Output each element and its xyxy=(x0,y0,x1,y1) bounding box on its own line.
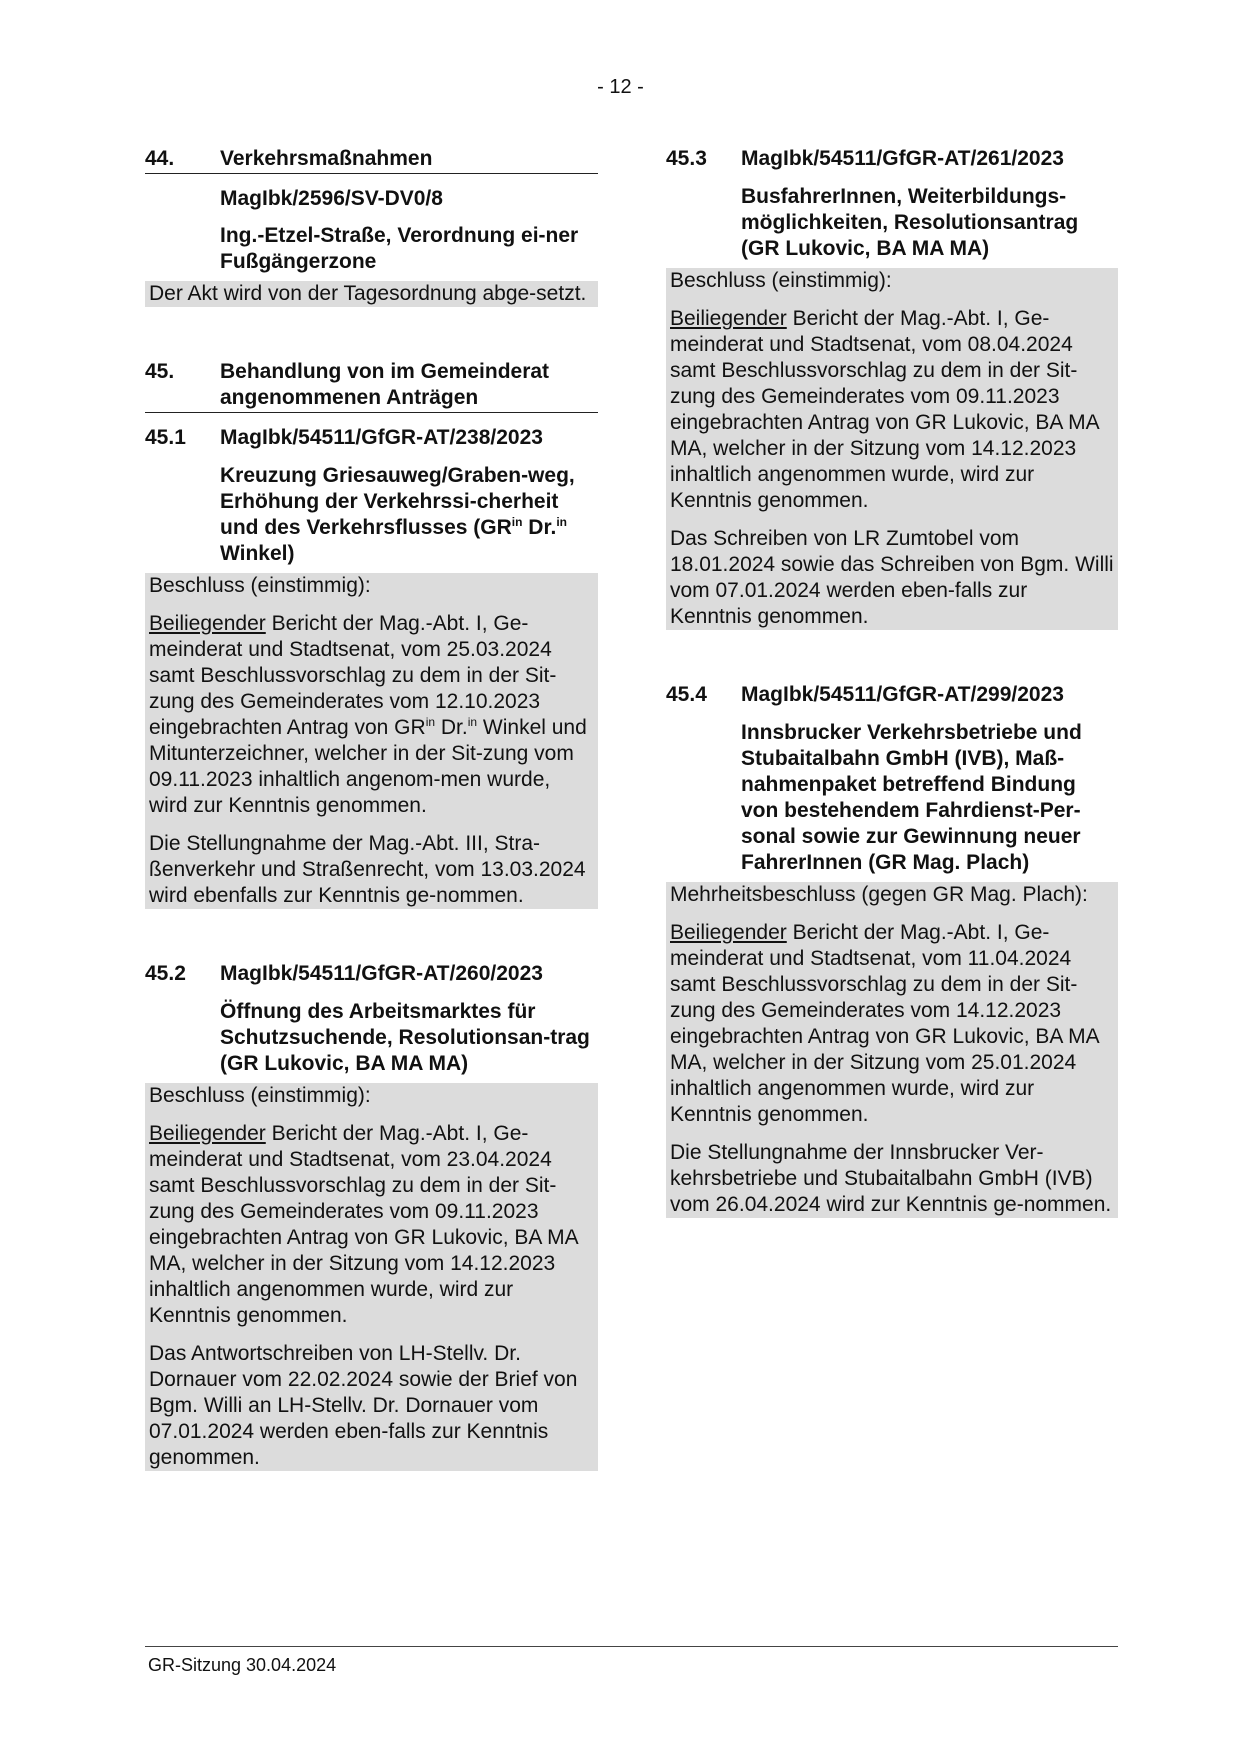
subject-part: Dr. xyxy=(528,516,557,539)
note-text: Das Antwortschreiben von LH-Stellv. Dr. Dornauer vom 22.02.2024 sowie der Brief von Bgm. Willi an LH-Stellv. Dr. Dornauer vom 07.01.2024 werden eben-falls zur Kenntnis genommen. xyxy=(149,1342,578,1469)
item-45-1-subject xyxy=(220,463,598,567)
page-number: - 12 - xyxy=(597,76,644,98)
body-part: Dr. xyxy=(440,716,468,739)
lead-word: Beiliegender xyxy=(670,307,787,330)
resolution-label: Beschluss (einstimmig): xyxy=(670,269,892,292)
note-text: Die Stellungnahme der Innsbrucker Ver-kehrsbetriebe und Stubaitalbahn GmbH (IVB) vom 26.04.2024 wird zur Kenntnis ge-nommen. xyxy=(670,1141,1112,1216)
item-number: 45.3 xyxy=(666,147,707,170)
decision-text xyxy=(149,611,594,819)
body-part: Winkel und Mitunterzeichner, welcher in der Sit-zung vom 09.11.2023 inhaltlich angenom-men wurde, wird zur Kenntnis genommen. xyxy=(149,716,587,817)
item-reference: MagIbk/54511/GfGR-AT/261/2023 xyxy=(741,147,1064,170)
superscript: in xyxy=(511,515,523,529)
item-number: 45.2 xyxy=(145,962,186,985)
item-45-heading xyxy=(145,359,598,413)
item-number: 45. xyxy=(145,360,175,383)
item-reference: MagIbk/54511/GfGR-AT/260/2023 xyxy=(220,962,543,985)
note-text: Das Schreiben von LR Zumtobel vom 18.01.2024 sowie das Schreiben von Bgm. Willi vom 07.01.2024 werden eben-falls zur Kenntnis genommen. xyxy=(670,527,1114,628)
item-45-3-heading xyxy=(666,146,1118,172)
decision-text xyxy=(149,1121,594,1329)
item-45-2-heading xyxy=(145,961,598,987)
lead-word: Beiliegender xyxy=(149,1122,266,1145)
lead-word: Beiliegender xyxy=(149,612,266,635)
item-44-decision-box xyxy=(145,281,598,307)
item-45-2-decision-box xyxy=(145,1083,598,1471)
superscript: in xyxy=(467,715,478,729)
item-45-1-heading xyxy=(145,425,598,451)
item-44-heading xyxy=(145,146,598,174)
right-column xyxy=(666,146,1118,1218)
item-number: 44. xyxy=(145,147,175,170)
body-part: Bericht der Mag.-Abt. I, Ge-meinderat und Stadtsenat, vom 11.04.2024 samt Beschlussvorschlag zu dem in der Sit-zung des Gemeinderates vom 14.12.2023 eingebrachten Antrag von GR Lukovic, BA MA MA, welcher in der Sitzung vom 25.01.2024 inhaltlich angenommen wurde, wird zur Kenntnis genommen. xyxy=(670,921,1099,1126)
item-number: 45.1 xyxy=(145,426,186,449)
item-45-3-decision-box xyxy=(666,268,1118,630)
decision-text xyxy=(670,306,1114,514)
item-number: 45.4 xyxy=(666,683,707,706)
resolution-label: Beschluss (einstimmig): xyxy=(149,1084,371,1107)
item-44-subject: Ing.-Etzel-Straße, Verordnung ei-ner Fußgängerzone xyxy=(220,224,579,273)
item-45-1-decision-box xyxy=(145,573,598,909)
item-45-4-subject: Innsbrucker Verkehrsbetriebe und Stubaitalbahn GmbH (IVB), Maß-nahmenpaket betreffend Bindung von bestehendem Fahrdienst-Per-sonal sowie zur Gewinnung neuer FahrerInnen (GR Mag. Plach) xyxy=(741,721,1082,874)
item-title: Verkehrsmaßnahmen xyxy=(220,147,433,170)
footer-divider xyxy=(145,1646,1118,1647)
note-text: Die Stellungnahme der Mag.-Abt. III, Stra-ßenverkehr und Straßenrecht, vom 13.03.2024 wird ebenfalls zur Kenntnis ge-nommen. xyxy=(149,832,586,907)
item-reference: MagIbk/54511/GfGR-AT/238/2023 xyxy=(220,426,543,449)
item-44-reference: MagIbk/2596/SV-DV0/8 xyxy=(220,187,443,210)
item-45-4-decision-box xyxy=(666,882,1118,1218)
body-part: Bericht der Mag.-Abt. I, Ge-meinderat und Stadtsenat, vom 25.03.2024 samt Beschlussvorschlag zu dem in der Sit-zung des Gemeinderates vom 12.10.2023 eingebrachten Antrag von GR xyxy=(149,612,557,739)
item-45-3-subject: BusfahrerInnen, Weiterbildungs-möglichkeiten, Resolutionsantrag (GR Lukovic, BA MA MA) xyxy=(741,185,1079,260)
decision-text xyxy=(670,920,1114,1128)
superscript: in xyxy=(425,715,436,729)
lead-word: Beiliegender xyxy=(670,921,787,944)
left-column xyxy=(145,146,598,1471)
decision-text: Der Akt wird von der Tagesordnung abge-setzt. xyxy=(149,282,587,305)
item-45-2-subject: Öffnung des Arbeitsmarktes für Schutzsuchende, Resolutionsan-trag (GR Lukovic, BA MA MA) xyxy=(220,1000,590,1075)
item-45-4-heading xyxy=(666,682,1118,708)
resolution-label: Mehrheitsbeschluss (gegen GR Mag. Plach): xyxy=(670,883,1088,906)
item-reference: MagIbk/54511/GfGR-AT/299/2023 xyxy=(741,683,1064,706)
footer-text: GR-Sitzung 30.04.2024 xyxy=(148,1655,337,1675)
body-part: Bericht der Mag.-Abt. I, Ge-meinderat und Stadtsenat, vom 08.04.2024 samt Beschlussvorschlag zu dem in der Sit-zung des Gemeinderates vom 09.11.2023 eingebrachten Antrag von GR Lukovic, BA MA MA, welcher in der Sitzung vom 14.12.2023 inhaltlich angenommen wurde, wird zur Kenntnis genommen. xyxy=(670,307,1099,512)
item-title: Behandlung von im Gemeinderat angenommenen Anträgen xyxy=(220,360,550,409)
subject-part: Winkel) xyxy=(220,542,295,565)
subject-part: Kreuzung Griesauweg/Graben-weg, Erhöhung der Verkehrssi-cherheit und des Verkehrsflusses (GR xyxy=(220,464,575,539)
body-part: Bericht der Mag.-Abt. I, Ge-meinderat und Stadtsenat, vom 23.04.2024 samt Beschlussvorschlag zu dem in der Sit-zung des Gemeinderates vom 09.11.2023 eingebrachten Antrag von GR Lukovic, BA MA MA, welcher in der Sitzung vom 14.12.2023 inhaltlich angenommen wurde, wird zur Kenntnis genommen. xyxy=(149,1122,578,1327)
superscript: in xyxy=(556,515,567,529)
resolution-label: Beschluss (einstimmig): xyxy=(149,574,371,597)
